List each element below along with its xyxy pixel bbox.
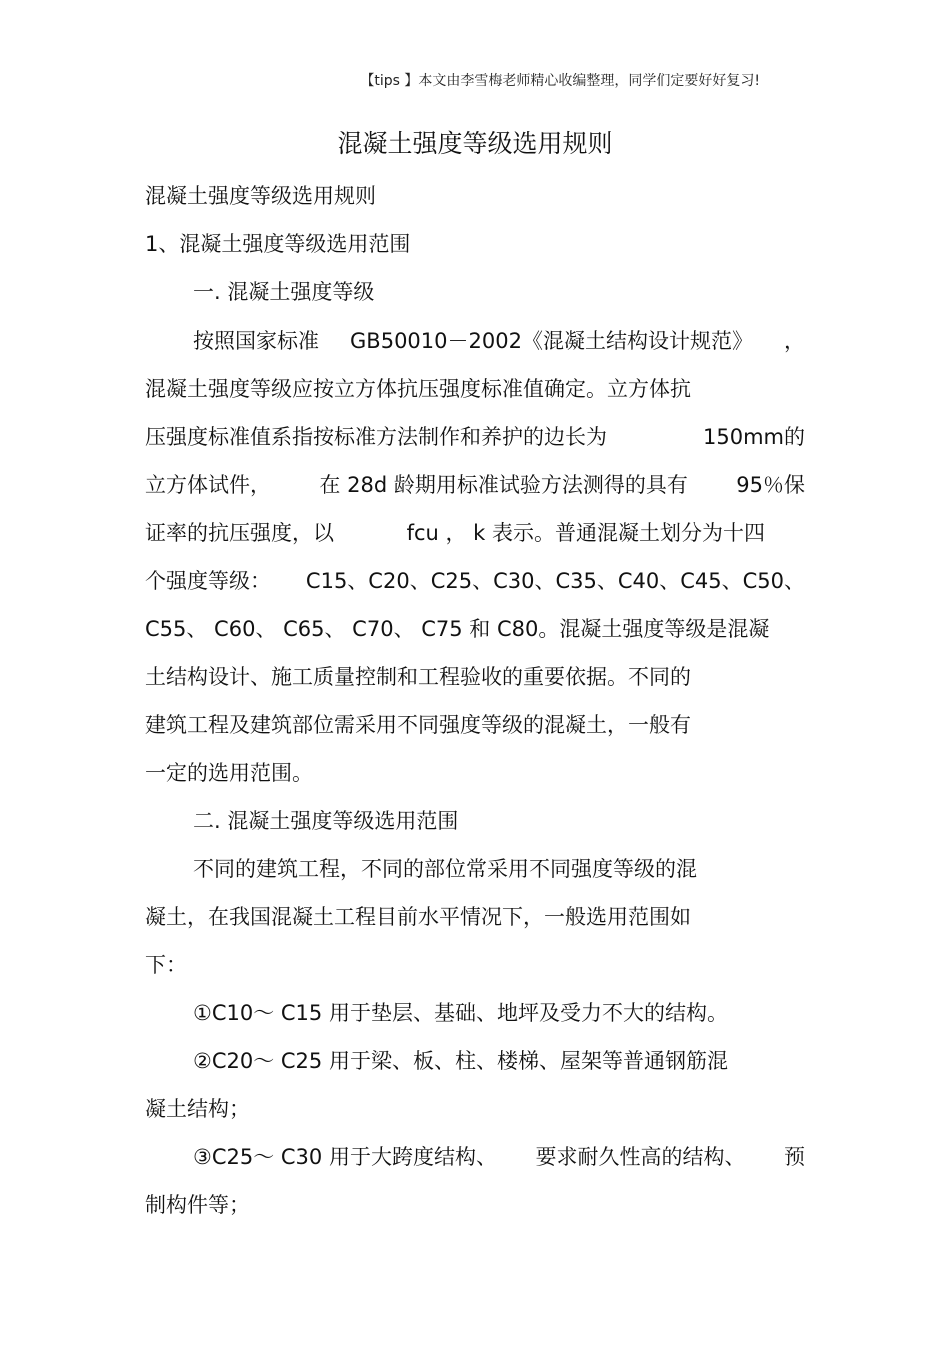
text-segment: 95％保: [736, 473, 805, 497]
paragraph-1-line-6: [145, 567, 805, 595]
text-segment: 要求耐久性高的结构、: [535, 1145, 746, 1169]
paragraph-1-line-9: 建筑工程及建筑部位需采用不同强度等级的混凝土，一般有: [145, 713, 691, 737]
paragraph-1-line-8: 土结构设计、施工质量控制和工程验收的重要依据。不同的: [145, 665, 691, 689]
list-item-1: ①C10～ C15 用于垫层、基础、地坪及受力不大的结构。: [193, 1001, 728, 1025]
paragraph-1-line-3: [145, 423, 805, 451]
paragraph-2-line-2: 凝土，在我国混凝土工程目前水平情况下，一般选用范围如: [145, 905, 691, 929]
list-item-3-line-2: 制构件等；: [145, 1193, 250, 1217]
text-segment: ，: [784, 329, 805, 353]
text-segment: GB50010－2002《混凝土结构设计规范》: [350, 329, 753, 353]
text-segment: 150mm的: [703, 425, 805, 449]
text-segment: C15、C20、C25、C30、C35、C40、C45、C50、: [305, 569, 805, 593]
page-title: 混凝土强度等级选用规则: [337, 129, 613, 158]
text-segment: 个强度等级：: [145, 569, 271, 593]
paragraph-2-line-1: 不同的建筑工程，不同的部位常采用不同强度等级的混: [193, 857, 697, 881]
header-tips: 【tips 】本文由李雪梅老师精心收编整理，同学们定要好好复习!: [360, 73, 760, 89]
text-segment: 压强度标准值系指按标准方法制作和养护的边长为: [145, 425, 607, 449]
text-segment: 在 28d 龄期用标准试验方法测得的具有: [319, 473, 688, 497]
paragraph-1-line-10: 一定的选用范围。: [145, 761, 313, 785]
text-segment: 证率的抗压强度，以: [145, 521, 334, 545]
list-item-2-line-2: 凝土结构；: [145, 1097, 250, 1121]
text-segment: 按照国家标准: [193, 329, 319, 353]
text-segment: fcu ， k 表示。普通混凝土划分为十四: [406, 521, 765, 545]
paragraph-1-line-5: [145, 519, 765, 547]
paragraph-1-line-4: [145, 471, 805, 499]
document-subtitle: 混凝土强度等级选用规则: [145, 184, 376, 208]
text-segment: 预: [783, 1145, 805, 1169]
list-item-3-line-1: [193, 1143, 805, 1171]
text-segment: ③C25～ C30 用于大跨度结构、: [193, 1145, 497, 1169]
paragraph-1-line-2: 混凝土强度等级应按立方体抗压强度标准值确定。立方体抗: [145, 377, 691, 401]
text-segment: 立方体试件，: [145, 473, 271, 497]
paragraph-1-line-7: C55、 C60、 C65、 C70、 C75 和 C80。混凝土强度等级是混凝: [145, 617, 770, 641]
section-heading-1: 1、混凝土强度等级选用范围: [145, 232, 411, 256]
subsection-heading-2: 二. 混凝土强度等级选用范围: [193, 809, 459, 833]
subsection-heading-1: 一. 混凝土强度等级: [193, 280, 375, 304]
paragraph-1-line-1: [193, 327, 805, 355]
paragraph-2-line-3: 下：: [145, 953, 187, 977]
list-item-2-line-1: ②C20～ C25 用于梁、板、柱、楼梯、屋架等普通钢筋混: [193, 1049, 728, 1073]
